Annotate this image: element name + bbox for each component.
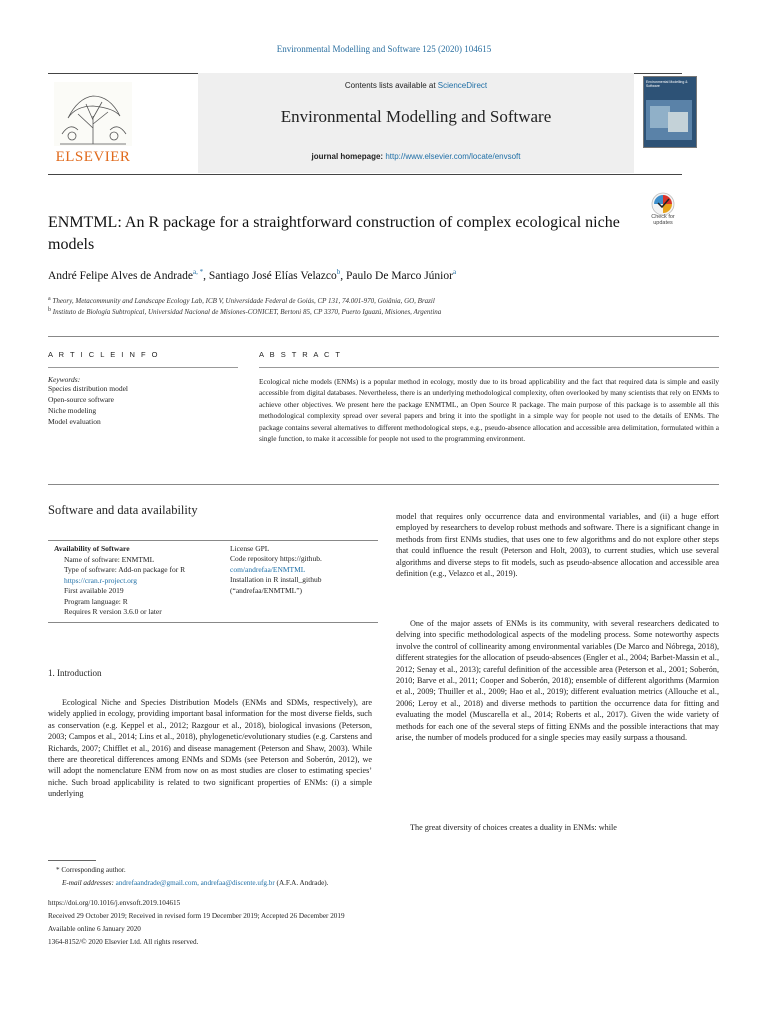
article-title: ENMTML: An R package for a straightforward construction of complex ecological niche models: [48, 214, 620, 253]
abstract-text: Ecological niche models (ENMs) is a popular method in ecology, mostly due to its broad applicability and the fact that required data is simple and easily accessible from digital databases. Nevertheless, there is an underlying methodological complexity, often overlooked by many scientists that rely on ENMs to achieve other objectives. We present here the package ENMTML, an Open Source R package. The main purpose of this package is to assemble all this methodological complexity spread over several papers and bring it into the spotlight in a simple way for people not used to the details of ENMs. The package contains several alternatives to different methodological steps, e.g., pseudo-absence allocation and accessible area delimitation, formulated within a single function, to make it accessible for people not used to the programming environment.: [259, 377, 719, 444]
copyright: 1364-8152/© 2020 Elsevier Ltd. All rights reserved.: [48, 938, 199, 946]
cran-link[interactable]: https://cran.r-project.org: [64, 575, 138, 585]
contents-prefix: Contents lists available at: [344, 81, 438, 90]
software-detail: Program language: R: [64, 596, 128, 606]
homepage-link[interactable]: http://www.elsevier.com/locate/envsoft: [385, 152, 521, 161]
affiliation-mark: a: [48, 296, 51, 302]
keyword[interactable]: Species distribution model: [48, 384, 128, 393]
contents-line: [198, 81, 634, 90]
affiliation-text: Theory, Metacommunity and Landscape Ecology Lab, ICB V, Universidade Federal de Goiás, CP 131, 74.001-970, Goiânia, GO, Brazil: [52, 297, 435, 305]
check-for-updates-label[interactable]: Check for updates: [651, 214, 675, 226]
email-suffix: (A.F.A. Andrade).: [274, 879, 329, 887]
software-detail: First available 2019: [64, 586, 124, 596]
keyword[interactable]: Model evaluation: [48, 417, 101, 426]
github-link[interactable]: com/andrefaa/ENMTML: [230, 564, 306, 574]
software-detail: Name of software: ENMTML: [64, 555, 155, 564]
affiliation: [48, 296, 698, 305]
homepage-label: journal homepage:: [311, 152, 384, 161]
cover-artwork-detail: [668, 112, 688, 132]
corresponding-author-note: * Corresponding author.: [56, 866, 126, 874]
sciencedirect-link[interactable]: ScienceDirect: [437, 81, 488, 90]
author-affiliation-mark[interactable]: a: [452, 268, 457, 276]
abstract-heading: A B S T R A C T: [259, 350, 342, 359]
affiliation-text: Instituto de Biología Subtropical, Universidad Nacional de Misiones-CONICET, Bertoni 85, CP 3370, Puerto Iguazú, Misiones, Argentina: [52, 308, 442, 316]
cover-artwork-detail: [650, 106, 670, 128]
body-paragraph: model that requires only occurrence data and environmental variables, and (ii) a huge effort employed by researchers to develop robust methods and software. There is a significant change in methods from first ENMs studies, that uses one to few algorithms and do not explore other steps that could influence the result (Peterson and Holt, 2003), to current studies, which use several algorithms and diverse steps to fit models, such as pseudo-absence allocation and accessible area definition (e.g., Velazco et al., 2019).: [396, 512, 719, 579]
author-name[interactable]: Paulo De Marco Júnior: [345, 270, 453, 282]
software-details-right: [230, 544, 380, 596]
article-info-heading: A R T I C L E I N F O: [48, 350, 160, 359]
author-name[interactable]: André Felipe Alves de Andrade: [48, 270, 193, 282]
section-divider: [48, 336, 719, 337]
software-detail[interactable]: Code repository https://github.: [230, 554, 322, 564]
available-online: Available online 6 January 2020: [48, 925, 141, 933]
introduction-heading: 1. Introduction: [48, 668, 102, 678]
elsevier-wordmark[interactable]: ELSEVIER: [55, 149, 131, 165]
keywords-label: Keywords:: [48, 375, 81, 384]
author-affiliation-mark[interactable]: b: [336, 268, 341, 276]
software-detail: Requires R version 3.6.0 or later: [64, 607, 162, 617]
body-paragraph: One of the major assets of ENMs is its community, with several researchers dedicated to delving into specific methodological aspects of the modeling process. Some noteworthy aspects involve the control of collinearity among environmental variables (De Marco and Nóbrega, 2018), different strategies for the allocation of pseudo-absences (Engler et al., 2004; Barbet-Massin et al., 2012; Senay et al., 2013); careful definition of the accessible area (Peterson et al., 2001; Soberón, 2010; Barve et al., 2011; Cooper and Soberón, 2018); ensemble of different algorithms (Marmion et al., 2009; Thuiller et al., 2009; Hao et al., 2019); different evaluation metrics (Allouche et al., 2006; Leroy et al., 2018) and diverse methods to partition the occurrence data for fitting and evaluating the model (Muscarella et al., 2014; Roberts et al., 2017). Given the wide variety of methods for each one of the several steps of fitting ENMs and the possible interactions that may arise, the number of models produced for a single species may easily surpass a thousand.: [396, 619, 719, 743]
software-detail: Type of software: Add-on package for R: [64, 565, 186, 575]
affiliation: [48, 307, 698, 316]
software-table-heading: Availability of Software: [54, 544, 130, 553]
section-divider: [48, 484, 719, 485]
software-section-title: Software and data availability: [48, 503, 198, 517]
software-details-left: [64, 555, 234, 617]
article-info-rule: [48, 367, 238, 368]
software-detail: (“andrefaa/ENMTML”): [230, 585, 303, 595]
journal-reference[interactable]: Environmental Modelling and Software 125 (2020) 104615: [276, 44, 492, 54]
keyword[interactable]: Open-source software: [48, 395, 115, 404]
email-label: E-mail addresses:: [62, 879, 114, 887]
author-affiliation-mark[interactable]: a, *: [193, 268, 204, 276]
email-addresses: [62, 879, 622, 887]
author-name[interactable]: Santiago José Elías Velazco: [208, 270, 337, 282]
table-bottom-rule: [48, 622, 378, 623]
author-list: André Felipe Alves de Andrade$^{a, *}$, Santiago José Elías Velazco$^b$, Paulo De Marco Júnior$^a$: [48, 268, 457, 282]
software-detail: License GPL: [230, 544, 270, 553]
doi-link[interactable]: https://doi.org/10.1016/j.envsoft.2019.104615: [48, 899, 181, 907]
journal-title: Environmental Modelling and Software: [280, 107, 552, 126]
keyword[interactable]: Niche modeling: [48, 406, 97, 415]
body-paragraph: The great diversity of choices creates a duality in ENMs: while: [410, 823, 617, 832]
introduction-paragraph: Ecological Niche and Species Distribution Models (ENMs and SDMs, respectively), are widely applied in ecology, providing important basal information for the most diverse fields, such as conservation (e.g. Keppel et al., 2012; Razgour et al., 2018), biological invasions (Peterson, 2003; Campos et al., 2014; Lins et al., 2018), phylogenetic/evolutionary studies (e.g. Carstens and Richards, 2007; Chifflet et al., 2016) and disease management (Peterson and Shaw, 2003). While there are theoretical differences among ENMs and SDMs (see Peterson and Soberón, 2012), we will adopt the nomenclature ENM from now on as most studies are closer to estimating species’ niche. Such broad applicability is related to two significant properties of ENMs: (i) a simple underlying: [48, 698, 372, 799]
affiliation-mark: b: [48, 307, 51, 313]
software-detail: Installation in R install_github: [230, 575, 322, 585]
cover-title: Environmental Modelling & Software: [646, 80, 688, 88]
journal-homepage-line: [198, 152, 634, 161]
abstract-rule: [259, 367, 719, 368]
email-links[interactable]: andrefaandrade@gmail.com, andrefaa@discente.ufg.br: [115, 879, 275, 887]
footnote-rule: [48, 860, 96, 861]
table-top-rule: [48, 540, 378, 541]
received-dates: Received 29 October 2019; Received in revised form 19 December 2019; Accepted 26 December 2019: [48, 912, 345, 920]
check-for-updates-icon[interactable]: [648, 192, 678, 232]
